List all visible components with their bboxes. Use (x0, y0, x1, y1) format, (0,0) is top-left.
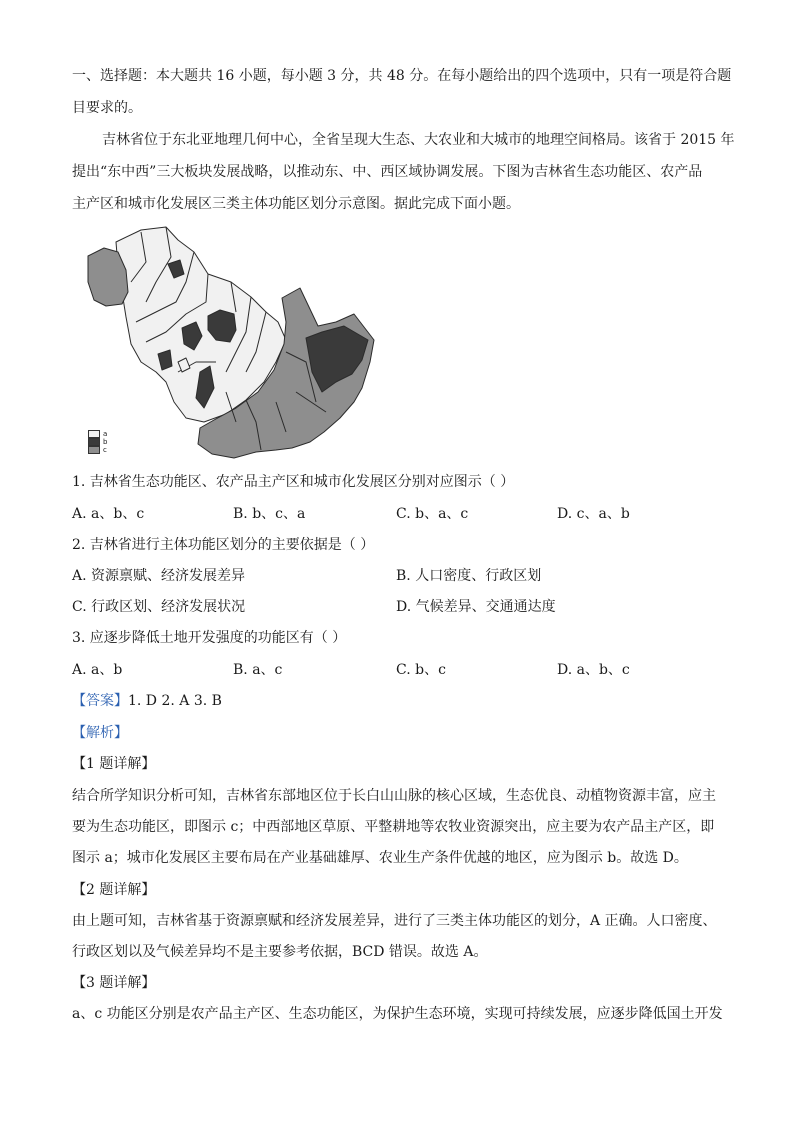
question-3-option-c: C. b、c (396, 662, 446, 678)
passage-line: 主产区和城市化发展区三类主体功能区划分示意图。据此完成下面小题。 (72, 196, 520, 212)
q2-detail-line: 行政区划以及气候差异均不是主要参考依据，BCD 错误。故选 A。 (72, 944, 488, 960)
question-2-option-c: C. 行政区划、经济发展状况 (72, 599, 246, 615)
q3-detail-line: a、c 功能区分别是农产品主产区、生态功能区，为保护生态环境，实现可持续发展，应逐步降低国土开发 (72, 1006, 723, 1022)
q3-detail-title: 【3 题详解】 (72, 975, 156, 991)
q1-detail-line: 要为生态功能区，即图示 c；中西部地区草原、平整耕地等农牧业资源突出，应主要为农产品主产区，即 (72, 819, 715, 835)
question-1-stem: 1. 吉林省生态功能区、农产品主产区和城市化发展区分别对应图示（ ） (72, 474, 515, 490)
passage-line: 提出“东中西”三大板块发展战略，以推动东、中、西区域协调发展。下图为吉林省生态功能区、农产品 (72, 164, 703, 180)
legend-item-b (88, 438, 107, 446)
question-1-option-b: B. b、c、a (233, 506, 306, 522)
legend-item-a (88, 430, 107, 438)
analysis-label: 【解析】 (72, 725, 128, 741)
legend-swatch-a (88, 430, 100, 438)
map-legend (88, 430, 107, 454)
question-2-stem: 2. 吉林省进行主体功能区划分的主要依据是（ ） (72, 537, 375, 553)
question-1-option-c: C. b、a、c (396, 506, 469, 522)
answer-text: 1. D 2. A 3. B (128, 693, 222, 709)
legend-swatch-b (88, 438, 100, 446)
map-svg (86, 222, 382, 460)
question-2-option-a: A. 资源禀赋、经济发展差异 (72, 568, 246, 584)
question-3-stem: 3. 应逐步降低土地开发强度的功能区有（ ） (72, 630, 347, 646)
q2-detail-title: 【2 题详解】 (72, 882, 156, 898)
q1-detail-line: 图示 a；城市化发展区主要布局在产业基础雄厚、农业生产条件优越的地区，应为图示 b。故选 D。 (72, 850, 688, 866)
question-3-option-b: B. a、c (233, 662, 283, 678)
section-heading-cont: 目要求的。 (72, 100, 142, 116)
question-1-option-d: D. c、a、b (557, 506, 630, 522)
legend-swatch-c (88, 446, 100, 454)
passage-line: 吉林省位于东北亚地理几何中心，全省呈现大生态、大农业和大城市的地理空间格局。该省于 2015 年 (102, 132, 735, 148)
legend-label-a: a (103, 429, 108, 438)
q1-detail-title: 【1 题详解】 (72, 756, 156, 772)
section-heading: 一、选择题：本大题共 16 小题，每小题 3 分，共 48 分。在每小题给出的四个选项中，只有一项是符合题 (72, 68, 732, 84)
question-2-option-b: B. 人口密度、行政区划 (396, 568, 542, 584)
question-2-option-d: D. 气候差异、交通通达度 (396, 599, 556, 615)
legend-label-c: c (103, 445, 107, 454)
legend-label-b: b (103, 437, 108, 446)
question-3-option-d: D. a、b、c (557, 662, 630, 678)
q1-detail-line: 结合所学知识分析可知，吉林省东部地区位于长白山山脉的核心区域，生态优良、动植物资源丰富，应主 (72, 788, 716, 804)
answer-label: 【答案】 (72, 693, 128, 709)
q2-detail-line: 由上题可知，吉林省基于资源禀赋和经济发展差异，进行了三类主体功能区的划分，A 正确。人口密度、 (72, 913, 717, 929)
question-1-option-a: A. a、b、c (72, 506, 145, 522)
question-3-option-a: A. a、b (72, 662, 123, 678)
legend-item-c (88, 446, 107, 454)
answer-line (72, 691, 722, 711)
jilin-function-zone-map (86, 222, 382, 460)
